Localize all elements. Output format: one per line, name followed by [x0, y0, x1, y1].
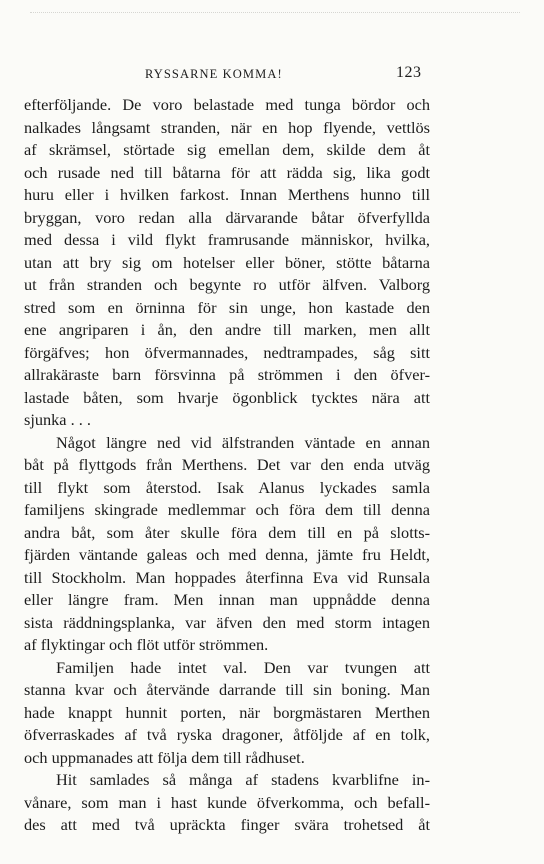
- running-title: RYSSARNE KOMMA!: [145, 67, 283, 81]
- text-line: och uppmanades att följa dem till rådhuset.: [24, 747, 305, 767]
- text-line: huru eller i hvilken farkost. Innan Merthens hunno till: [24, 185, 430, 204]
- text-line: ut från stranden och begynte ro utför älfven. Valborg: [24, 275, 430, 294]
- text-line: sjunka . . .: [24, 410, 91, 429]
- text-line: båt på flyttgods från Merthens. Det var den enda utväg: [24, 455, 430, 474]
- text-line: sista räddningsplanka, var äfven den med storm intagen: [24, 612, 430, 632]
- text-line: Hit samlades så många af stadens kvarblifne in-: [56, 770, 430, 789]
- body-text: [24, 94, 430, 837]
- text-line: ene angriparen i ån, den andre till marken, men allt: [24, 320, 430, 339]
- text-line: förgäfves; hon öfvermannades, nedtrampades, såg sitt: [24, 342, 430, 362]
- scan-artifact-line: [30, 12, 520, 15]
- text-line: familjens skingrade medlemmar och föra dem till denna: [24, 500, 430, 519]
- running-head: [0, 63, 544, 85]
- text-line: öfverraskades af två ryska dragoner, åtföljde af en tolk,: [24, 725, 430, 744]
- text-line: bryggan, voro redan alla därvarande båtar öfverfyllda: [24, 207, 430, 227]
- text-line: lastade båten, som hvarje ögonblick tycktes nära att: [24, 387, 430, 407]
- text-line: med dessa i vild flykt framrusande människor, hvilka,: [24, 230, 430, 249]
- text-line: fjärden väntande galeas och med denna, jämte fru Heldt,: [24, 545, 430, 564]
- text-line: till flykt som återstod. Isak Alanus lyckades samla: [24, 477, 430, 497]
- text-line: af flyktingar och flöt utför strömmen.: [24, 635, 269, 654]
- text-line: andra båt, som åter skulle föra dem till en på slotts-: [24, 522, 430, 542]
- page-number: 123: [396, 64, 422, 81]
- text-line: utan att bry sig om hotelser eller böner, stötte båtarna: [24, 252, 430, 272]
- text-line: allrakäraste barn försvinna på strömmen i den öfver-: [24, 365, 430, 384]
- text-line: stanna kvar och återvände darrande till sin boning. Man: [24, 680, 430, 699]
- text-line: till Stockholm. Man hoppades återfinna Eva vid Runsala: [24, 567, 430, 587]
- text-line: eller längre fram. Men innan man uppnådde denna: [24, 590, 430, 609]
- text-line: af skrämsel, störtade sig emellan dem, skilde dem åt: [24, 140, 430, 159]
- text-line: stred som en örninna för sin unge, hon kastade den: [24, 297, 430, 317]
- text-line: och rusade ned till båtarna för att rädda sig, lika godt: [24, 162, 430, 182]
- text-line: des att med två upräckta finger svära trohetsed åt: [24, 815, 430, 834]
- text-line: Familjen hade intet val. Den var tvungen att: [56, 657, 430, 677]
- text-line: efterföljande. De voro belastade med tunga bördor och: [24, 95, 430, 114]
- text-line: Något längre ned vid älfstranden väntade en annan: [56, 432, 430, 452]
- text-line: nalkades långsamt stranden, när en hop flyende, vettlös: [24, 117, 430, 137]
- text-line: hade knappt hunnit porten, när borgmästaren Merthen: [24, 702, 430, 722]
- text-line: vånare, som man i hast kunde öfverkomma, och befall-: [24, 792, 430, 812]
